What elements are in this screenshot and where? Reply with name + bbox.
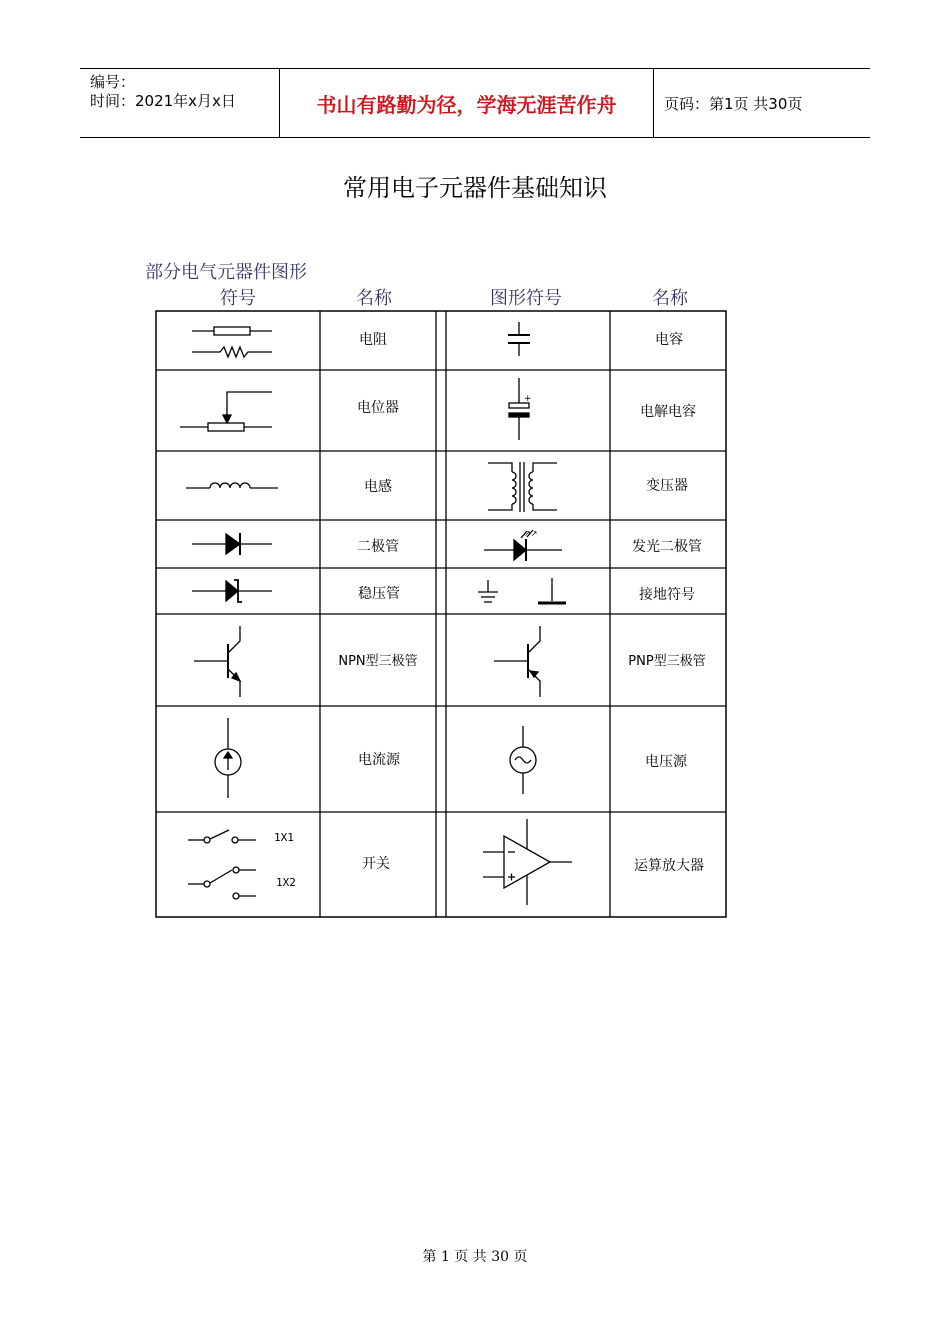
svg-text:↗↗: ↗↗	[524, 529, 538, 538]
capacitor-symbol	[508, 322, 530, 356]
col-header-name: 名称	[356, 288, 392, 309]
name-electrolytic-capacitor: 电解电容	[640, 404, 696, 420]
name-resistor: 电阻	[359, 332, 387, 348]
potentiometer-symbol	[180, 392, 272, 431]
inductor-symbol	[186, 483, 278, 488]
name-npn-transistor: NPN型三极管	[338, 654, 418, 669]
section-title: 部分电气元器件图形	[145, 262, 307, 283]
name-inductor: 电感	[364, 479, 392, 495]
name-op-amp: 运算放大器	[634, 858, 704, 874]
time-label: 时间：2021年x月x日	[90, 92, 236, 110]
transformer-symbol	[488, 462, 557, 512]
diode-symbol	[192, 533, 272, 555]
zener-diode-symbol	[192, 580, 272, 602]
svg-text:+: +	[524, 394, 532, 404]
page-title: 常用电子元器件基础知识	[343, 174, 607, 202]
page-footer: 第 1 页 共 30 页	[422, 1249, 528, 1265]
name-pnp-transistor: PNP型三极管	[628, 654, 706, 669]
name-voltage-source: 电压源	[645, 754, 687, 770]
name-ground-symbol: 接地符号	[639, 587, 695, 603]
electrolytic-capacitor-symbol	[509, 378, 532, 440]
switch-label-1: 1X1	[274, 831, 294, 844]
voltage-source-symbol	[510, 726, 536, 794]
op-amp-symbol	[483, 819, 572, 905]
name-potentiometer: 电位器	[357, 400, 399, 416]
col-header-name-2: 名称	[652, 288, 688, 309]
switch-label-2: 1X2	[276, 876, 296, 889]
pnp-transistor-symbol	[494, 626, 540, 697]
name-diode: 二极管	[357, 539, 399, 555]
number-label: 编号：	[90, 73, 136, 91]
resistor-symbol	[192, 327, 272, 357]
led-symbol	[484, 529, 562, 561]
current-source-symbol	[215, 718, 241, 798]
npn-transistor-symbol	[194, 626, 240, 697]
ground-symbol	[478, 578, 566, 603]
switch-symbol	[188, 830, 256, 899]
name-transformer: 变压器	[646, 478, 688, 494]
name-zener-diode: 稳压管	[358, 586, 400, 602]
name-switch: 开关	[362, 856, 390, 872]
name-led: 发光二极管	[632, 539, 702, 555]
name-current-source: 电流源	[358, 752, 400, 768]
header-motto: 书山有路勤为径，学海无涯苦作舟	[280, 69, 654, 137]
col-header-symbol: 符号	[220, 288, 256, 309]
header-page-info: 页码：第1页 共30页	[664, 94, 803, 113]
col-header-graphic-symbol: 图形符号	[490, 288, 562, 309]
name-capacitor: 电容	[655, 332, 683, 348]
